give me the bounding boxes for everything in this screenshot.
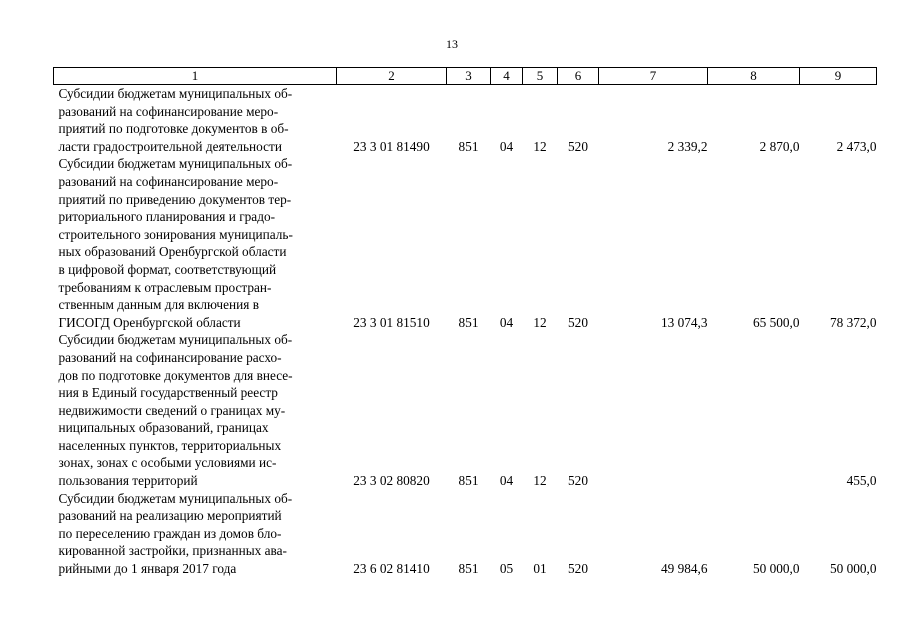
- row-name-line: ниципальных образований, границах: [58, 420, 269, 436]
- row-name-line: Субсидии бюджетам муниципальных об-: [58, 490, 293, 506]
- budget-table: [53, 67, 877, 578]
- row-name-line: Субсидии бюджетам муниципальных об-: [58, 86, 293, 101]
- row-name-line: рийными до 1 января 2017 года: [58, 561, 237, 577]
- amount-cell: 50 000,0: [752, 561, 800, 577]
- target-code-cell: 23 6 02 81410: [353, 561, 430, 577]
- column-header: 1: [54, 68, 337, 85]
- cell: 520: [568, 473, 588, 489]
- cell: 04: [499, 138, 514, 154]
- column-header: 8: [708, 68, 800, 85]
- target-code-cell: 23 3 01 81510: [353, 314, 430, 330]
- row-name-line: ственным данным для включения в: [58, 297, 259, 313]
- row-name-cell: [54, 85, 337, 156]
- row-name-line: разований на софинансирование меро-: [58, 103, 279, 119]
- row-name-line: разований на софинансирование расхо-: [58, 349, 282, 365]
- row-name-line: Субсидии бюджетам муниципальных об-: [58, 332, 293, 348]
- row-name-line: риториального планирования и градо-: [58, 209, 276, 225]
- row-name-line: ных образований Оренбургской области: [58, 244, 287, 260]
- column-header: 7: [599, 68, 708, 85]
- amount-cell: 49 984,6: [660, 561, 708, 577]
- row-name-line: ГИСОГД Оренбургской области: [58, 314, 241, 330]
- row-name-line: требованиям к отраслевым простран-: [58, 279, 272, 295]
- column-header: 5: [523, 68, 558, 85]
- amount-cell: 2 339,2: [667, 138, 708, 154]
- row-name-line: зонах, зонах с особыми условиями ис-: [58, 455, 277, 471]
- row-name-cell: [54, 331, 337, 489]
- row-name-line: дов по подготовке документов для внесе-: [58, 367, 293, 383]
- target-code-cell: 23 3 02 80820: [353, 473, 430, 489]
- amount-cell: 13 074,3: [660, 314, 708, 330]
- column-header: 6: [558, 68, 599, 85]
- row-name-line: приятий по подготовке документов в об-: [58, 121, 289, 137]
- row-name-line: приятий по приведению документов тер-: [58, 191, 292, 207]
- amount-cell: [599, 331, 708, 489]
- row-name-line: кированной застройки, признанных ава-: [58, 543, 287, 559]
- amount-cell: 2 870,0: [759, 138, 800, 154]
- amount-cell: 455,0: [846, 473, 877, 489]
- cell: 851: [458, 138, 479, 154]
- table-row: [54, 155, 877, 331]
- amount-cell: 65 500,0: [752, 314, 800, 330]
- row-name-line: недвижимости сведений о границах му-: [58, 402, 286, 418]
- cell: 851: [458, 314, 479, 330]
- table-row: [54, 85, 877, 156]
- cell: 520: [568, 561, 588, 577]
- cell: 05: [499, 561, 514, 577]
- table-row: [54, 490, 877, 578]
- amount-cell: 2 473,0: [836, 138, 877, 154]
- cell: 01: [533, 561, 547, 577]
- cell: 12: [533, 473, 547, 489]
- row-name-cell: [54, 155, 337, 331]
- table-header-row: [54, 68, 877, 85]
- table-row: [54, 331, 877, 489]
- column-header: 3: [447, 68, 491, 85]
- cell: 04: [499, 314, 514, 330]
- cell: 520: [568, 314, 588, 330]
- column-header: 9: [800, 68, 877, 85]
- row-name-line: ния в Единый государственный реестр: [58, 385, 278, 401]
- cell: 12: [533, 138, 547, 154]
- row-name-line: пользования территорий: [58, 473, 198, 489]
- amount-cell: 78 372,0: [829, 314, 877, 330]
- row-name-line: разований на софинансирование меро-: [58, 173, 279, 189]
- cell: 04: [499, 473, 514, 489]
- row-name-line: строительного зонирования муниципаль-: [58, 226, 293, 242]
- column-header: 4: [491, 68, 523, 85]
- amount-cell: 50 000,0: [829, 561, 877, 577]
- column-header: 2: [337, 68, 447, 85]
- row-name-line: населенных пунктов, территориальных: [58, 437, 282, 453]
- amount-cell: [708, 331, 800, 489]
- page-number: 13: [446, 37, 458, 51]
- row-name-line: разований на реализацию мероприятий: [58, 508, 282, 524]
- row-name-line: по переселению граждан из домов бло-: [58, 525, 282, 541]
- cell: 12: [533, 314, 547, 330]
- cell: 851: [458, 473, 479, 489]
- target-code-cell: 23 3 01 81490: [353, 138, 430, 154]
- row-name-line: Субсидии бюджетам муниципальных об-: [58, 156, 293, 172]
- row-name-cell: [54, 490, 337, 578]
- row-name-line: ласти градостроительной деятельности: [58, 138, 282, 154]
- row-name-line: в цифровой формат, соответствующий: [58, 261, 277, 277]
- cell: 851: [458, 561, 479, 577]
- cell: 520: [568, 138, 588, 154]
